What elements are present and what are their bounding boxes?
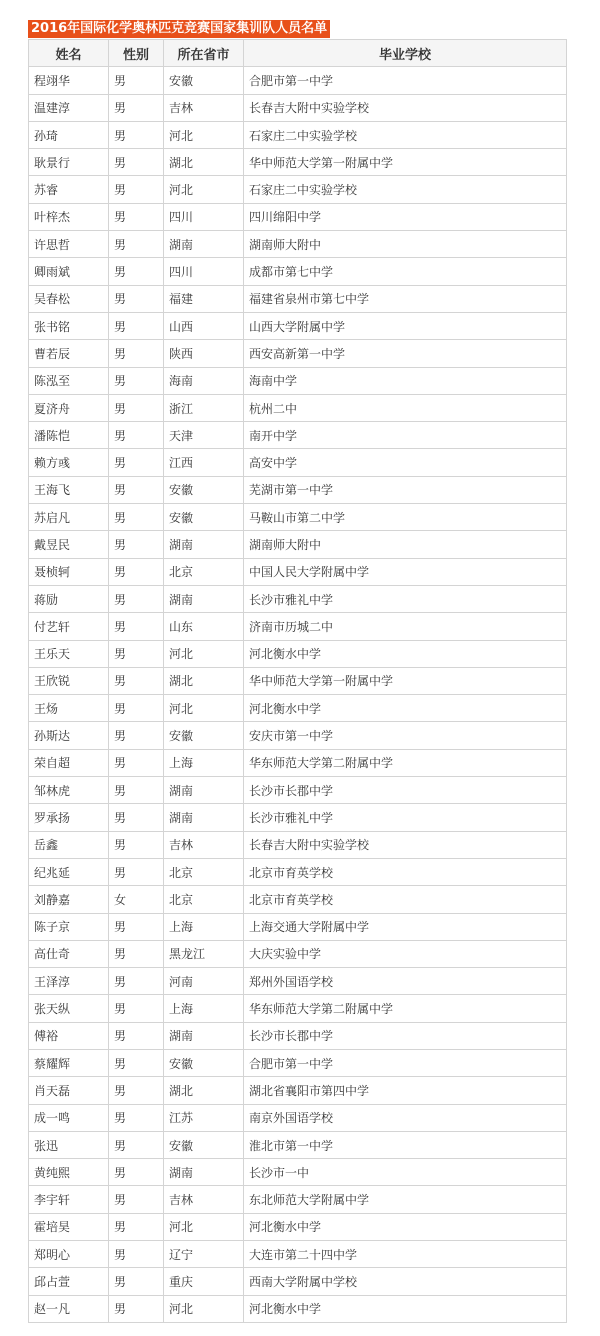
cell-school: 芜湖市第一中学 xyxy=(244,476,567,503)
cell-gender: 男 xyxy=(109,94,164,121)
cell-province: 陕西 xyxy=(164,340,244,367)
cell-gender: 男 xyxy=(109,367,164,394)
cell-school: 福建省泉州市第七中学 xyxy=(244,285,567,312)
cell-name: 苏睿 xyxy=(29,176,109,203)
cell-name: 卿雨斌 xyxy=(29,258,109,285)
cell-school: 山西大学附属中学 xyxy=(244,312,567,339)
cell-name: 聂桢轲 xyxy=(29,558,109,585)
cell-school: 马鞍山市第二中学 xyxy=(244,504,567,531)
cell-province: 四川 xyxy=(164,203,244,230)
cell-province: 湖北 xyxy=(164,1077,244,1104)
cell-school: 济南市历城二中 xyxy=(244,613,567,640)
cell-name: 赵一凡 xyxy=(29,1295,109,1322)
cell-province: 辽宁 xyxy=(164,1241,244,1268)
cell-province: 安徽 xyxy=(164,504,244,531)
header-school: 毕业学校 xyxy=(244,40,567,67)
cell-gender: 男 xyxy=(109,585,164,612)
cell-school: 西南大学附属中学校 xyxy=(244,1268,567,1295)
cell-gender: 男 xyxy=(109,285,164,312)
cell-school: 大庆实验中学 xyxy=(244,940,567,967)
cell-name: 高仕奇 xyxy=(29,940,109,967)
table-row xyxy=(29,231,567,258)
cell-province: 安徽 xyxy=(164,722,244,749)
cell-gender: 男 xyxy=(109,1104,164,1131)
cell-province: 安徽 xyxy=(164,476,244,503)
table-row xyxy=(29,1241,567,1268)
table-row xyxy=(29,1159,567,1186)
table-row xyxy=(29,203,567,230)
cell-name: 耿景行 xyxy=(29,149,109,176)
cell-school: 南开中学 xyxy=(244,422,567,449)
cell-school: 河北衡水中学 xyxy=(244,1213,567,1240)
table-row xyxy=(29,1131,567,1158)
cell-school: 大连市第二十四中学 xyxy=(244,1241,567,1268)
cell-name: 陈子京 xyxy=(29,913,109,940)
cell-gender: 男 xyxy=(109,1213,164,1240)
cell-name: 程翊华 xyxy=(29,67,109,94)
table-row xyxy=(29,1049,567,1076)
cell-province: 上海 xyxy=(164,913,244,940)
table-row xyxy=(29,640,567,667)
cell-province: 上海 xyxy=(164,995,244,1022)
cell-school: 石家庄二中实验学校 xyxy=(244,121,567,148)
cell-gender: 男 xyxy=(109,504,164,531)
table-row xyxy=(29,1104,567,1131)
cell-school: 华中师范大学第一附属中学 xyxy=(244,149,567,176)
table-row xyxy=(29,804,567,831)
table-header-row xyxy=(29,40,567,67)
cell-province: 安徽 xyxy=(164,67,244,94)
cell-gender: 男 xyxy=(109,340,164,367)
cell-name: 夏济舟 xyxy=(29,394,109,421)
cell-name: 王欣锐 xyxy=(29,667,109,694)
cell-school: 河北衡水中学 xyxy=(244,1295,567,1322)
cell-name: 邱占萱 xyxy=(29,1268,109,1295)
table-row xyxy=(29,886,567,913)
cell-name: 邹林虎 xyxy=(29,777,109,804)
cell-school: 华东师范大学第二附属中学 xyxy=(244,995,567,1022)
table-row xyxy=(29,968,567,995)
cell-school: 长沙市长郡中学 xyxy=(244,777,567,804)
header-name: 姓名 xyxy=(29,40,109,67)
cell-name: 赖方彧 xyxy=(29,449,109,476)
cell-province: 河北 xyxy=(164,695,244,722)
cell-gender: 男 xyxy=(109,1295,164,1322)
cell-school: 合肥市第一中学 xyxy=(244,1049,567,1076)
cell-gender: 男 xyxy=(109,940,164,967)
cell-name: 傅裕 xyxy=(29,1022,109,1049)
cell-gender: 男 xyxy=(109,1131,164,1158)
table-row xyxy=(29,504,567,531)
cell-gender: 男 xyxy=(109,831,164,858)
cell-school: 海南中学 xyxy=(244,367,567,394)
cell-province: 河北 xyxy=(164,176,244,203)
cell-school: 石家庄二中实验学校 xyxy=(244,176,567,203)
cell-school: 湖南师大附中 xyxy=(244,231,567,258)
cell-gender: 男 xyxy=(109,476,164,503)
table-row xyxy=(29,585,567,612)
cell-name: 黄纯熙 xyxy=(29,1159,109,1186)
cell-school: 华中师范大学第一附属中学 xyxy=(244,667,567,694)
cell-gender: 男 xyxy=(109,149,164,176)
page-title: 2016年国际化学奥林匹克竞赛国家集训队人员名单 xyxy=(28,20,330,38)
cell-gender: 男 xyxy=(109,258,164,285)
cell-school: 湖北省襄阳市第四中学 xyxy=(244,1077,567,1104)
cell-province: 福建 xyxy=(164,285,244,312)
cell-province: 江苏 xyxy=(164,1104,244,1131)
cell-province: 湖南 xyxy=(164,804,244,831)
cell-name: 孙琦 xyxy=(29,121,109,148)
cell-school: 华东师范大学第二附属中学 xyxy=(244,749,567,776)
cell-province: 河北 xyxy=(164,1213,244,1240)
cell-school: 长春吉大附中实验学校 xyxy=(244,831,567,858)
cell-school: 高安中学 xyxy=(244,449,567,476)
table-row xyxy=(29,1213,567,1240)
cell-gender: 男 xyxy=(109,667,164,694)
cell-school: 杭州二中 xyxy=(244,394,567,421)
cell-name: 李宇轩 xyxy=(29,1186,109,1213)
table-row xyxy=(29,67,567,94)
table-row xyxy=(29,312,567,339)
cell-school: 河北衡水中学 xyxy=(244,640,567,667)
table-row xyxy=(29,258,567,285)
table-row xyxy=(29,749,567,776)
cell-province: 河北 xyxy=(164,121,244,148)
cell-name: 叶梓杰 xyxy=(29,203,109,230)
cell-province: 湖南 xyxy=(164,531,244,558)
cell-name: 张书铭 xyxy=(29,312,109,339)
cell-gender: 男 xyxy=(109,121,164,148)
cell-name: 罗承扬 xyxy=(29,804,109,831)
cell-name: 王乐天 xyxy=(29,640,109,667)
cell-school: 长沙市雅礼中学 xyxy=(244,585,567,612)
header-gender: 性别 xyxy=(109,40,164,67)
cell-name: 霍培昊 xyxy=(29,1213,109,1240)
cell-school: 成都市第七中学 xyxy=(244,258,567,285)
cell-school: 长春吉大附中实验学校 xyxy=(244,94,567,121)
table-row xyxy=(29,777,567,804)
cell-gender: 男 xyxy=(109,531,164,558)
cell-school: 东北师范大学附属中学 xyxy=(244,1186,567,1213)
cell-gender: 男 xyxy=(109,695,164,722)
cell-province: 安徽 xyxy=(164,1131,244,1158)
cell-school: 南京外国语学校 xyxy=(244,1104,567,1131)
cell-province: 湖南 xyxy=(164,1022,244,1049)
cell-name: 吴春松 xyxy=(29,285,109,312)
cell-province: 河北 xyxy=(164,1295,244,1322)
cell-school: 安庆市第一中学 xyxy=(244,722,567,749)
cell-name: 孙斯达 xyxy=(29,722,109,749)
cell-school: 四川绵阳中学 xyxy=(244,203,567,230)
cell-school: 合肥市第一中学 xyxy=(244,67,567,94)
table-row xyxy=(29,831,567,858)
cell-school: 长沙市雅礼中学 xyxy=(244,804,567,831)
cell-name: 张迅 xyxy=(29,1131,109,1158)
table-row xyxy=(29,531,567,558)
cell-school: 长沙市一中 xyxy=(244,1159,567,1186)
cell-province: 吉林 xyxy=(164,831,244,858)
cell-name: 成一鸣 xyxy=(29,1104,109,1131)
table-row xyxy=(29,695,567,722)
cell-province: 湖南 xyxy=(164,777,244,804)
cell-gender: 男 xyxy=(109,1077,164,1104)
cell-gender: 男 xyxy=(109,231,164,258)
cell-gender: 男 xyxy=(109,312,164,339)
cell-name: 苏启凡 xyxy=(29,504,109,531)
cell-gender: 男 xyxy=(109,777,164,804)
cell-name: 张天纵 xyxy=(29,995,109,1022)
cell-name: 温建淳 xyxy=(29,94,109,121)
table-row xyxy=(29,367,567,394)
cell-province: 黑龙江 xyxy=(164,940,244,967)
table-row xyxy=(29,1295,567,1322)
cell-name: 王炀 xyxy=(29,695,109,722)
cell-gender: 男 xyxy=(109,858,164,885)
cell-name: 蔡耀辉 xyxy=(29,1049,109,1076)
cell-gender: 女 xyxy=(109,886,164,913)
cell-school: 上海交通大学附属中学 xyxy=(244,913,567,940)
cell-name: 王泽淳 xyxy=(29,968,109,995)
table-row xyxy=(29,340,567,367)
cell-gender: 男 xyxy=(109,749,164,776)
cell-gender: 男 xyxy=(109,1268,164,1295)
cell-province: 山西 xyxy=(164,312,244,339)
cell-name: 纪兆延 xyxy=(29,858,109,885)
cell-name: 郑明心 xyxy=(29,1241,109,1268)
table-row xyxy=(29,1077,567,1104)
cell-gender: 男 xyxy=(109,1241,164,1268)
cell-gender: 男 xyxy=(109,968,164,995)
cell-province: 湖北 xyxy=(164,667,244,694)
cell-gender: 男 xyxy=(109,1022,164,1049)
table-row xyxy=(29,558,567,585)
cell-province: 江西 xyxy=(164,449,244,476)
table-row xyxy=(29,94,567,121)
cell-name: 王海飞 xyxy=(29,476,109,503)
cell-province: 北京 xyxy=(164,858,244,885)
cell-province: 吉林 xyxy=(164,1186,244,1213)
table-row xyxy=(29,858,567,885)
cell-gender: 男 xyxy=(109,67,164,94)
cell-school: 西安高新第一中学 xyxy=(244,340,567,367)
cell-name: 岳鑫 xyxy=(29,831,109,858)
cell-province: 山东 xyxy=(164,613,244,640)
cell-gender: 男 xyxy=(109,913,164,940)
cell-school: 淮北市第一中学 xyxy=(244,1131,567,1158)
cell-name: 蒋励 xyxy=(29,585,109,612)
cell-province: 重庆 xyxy=(164,1268,244,1295)
header-province: 所在省市 xyxy=(164,40,244,67)
table-row xyxy=(29,394,567,421)
table-row xyxy=(29,476,567,503)
cell-gender: 男 xyxy=(109,1049,164,1076)
cell-name: 曹若辰 xyxy=(29,340,109,367)
table-row xyxy=(29,121,567,148)
table-row xyxy=(29,176,567,203)
cell-gender: 男 xyxy=(109,558,164,585)
cell-gender: 男 xyxy=(109,449,164,476)
cell-school: 北京市育英学校 xyxy=(244,858,567,885)
table-row xyxy=(29,422,567,449)
table-row xyxy=(29,1186,567,1213)
cell-province: 河南 xyxy=(164,968,244,995)
cell-province: 湖南 xyxy=(164,585,244,612)
cell-province: 浙江 xyxy=(164,394,244,421)
table-row xyxy=(29,1022,567,1049)
cell-name: 付艺轩 xyxy=(29,613,109,640)
cell-school: 湖南师大附中 xyxy=(244,531,567,558)
cell-name: 肖天磊 xyxy=(29,1077,109,1104)
cell-gender: 男 xyxy=(109,1159,164,1186)
cell-province: 北京 xyxy=(164,558,244,585)
cell-gender: 男 xyxy=(109,640,164,667)
table-row xyxy=(29,1268,567,1295)
cell-gender: 男 xyxy=(109,995,164,1022)
cell-name: 陈泓至 xyxy=(29,367,109,394)
table-row xyxy=(29,940,567,967)
cell-gender: 男 xyxy=(109,203,164,230)
cell-gender: 男 xyxy=(109,176,164,203)
table-row xyxy=(29,285,567,312)
cell-province: 湖南 xyxy=(164,231,244,258)
cell-province: 天津 xyxy=(164,422,244,449)
roster-table xyxy=(28,39,567,1323)
cell-gender: 男 xyxy=(109,804,164,831)
cell-province: 四川 xyxy=(164,258,244,285)
cell-name: 潘陈恺 xyxy=(29,422,109,449)
cell-name: 刘静嘉 xyxy=(29,886,109,913)
table-row xyxy=(29,149,567,176)
cell-province: 海南 xyxy=(164,367,244,394)
cell-gender: 男 xyxy=(109,613,164,640)
cell-school: 北京市育英学校 xyxy=(244,886,567,913)
cell-school: 中国人民大学附属中学 xyxy=(244,558,567,585)
cell-gender: 男 xyxy=(109,1186,164,1213)
table-row xyxy=(29,995,567,1022)
cell-province: 河北 xyxy=(164,640,244,667)
cell-province: 北京 xyxy=(164,886,244,913)
cell-province: 湖南 xyxy=(164,1159,244,1186)
cell-province: 安徽 xyxy=(164,1049,244,1076)
cell-province: 上海 xyxy=(164,749,244,776)
cell-name: 戴昱民 xyxy=(29,531,109,558)
table-row xyxy=(29,913,567,940)
cell-gender: 男 xyxy=(109,394,164,421)
cell-school: 河北衡水中学 xyxy=(244,695,567,722)
table-row xyxy=(29,667,567,694)
cell-name: 许思哲 xyxy=(29,231,109,258)
cell-gender: 男 xyxy=(109,422,164,449)
cell-province: 吉林 xyxy=(164,94,244,121)
cell-school: 郑州外国语学校 xyxy=(244,968,567,995)
table-row xyxy=(29,613,567,640)
cell-school: 长沙市长郡中学 xyxy=(244,1022,567,1049)
cell-gender: 男 xyxy=(109,722,164,749)
cell-province: 湖北 xyxy=(164,149,244,176)
table-row xyxy=(29,722,567,749)
cell-name: 荣自超 xyxy=(29,749,109,776)
table-row xyxy=(29,449,567,476)
